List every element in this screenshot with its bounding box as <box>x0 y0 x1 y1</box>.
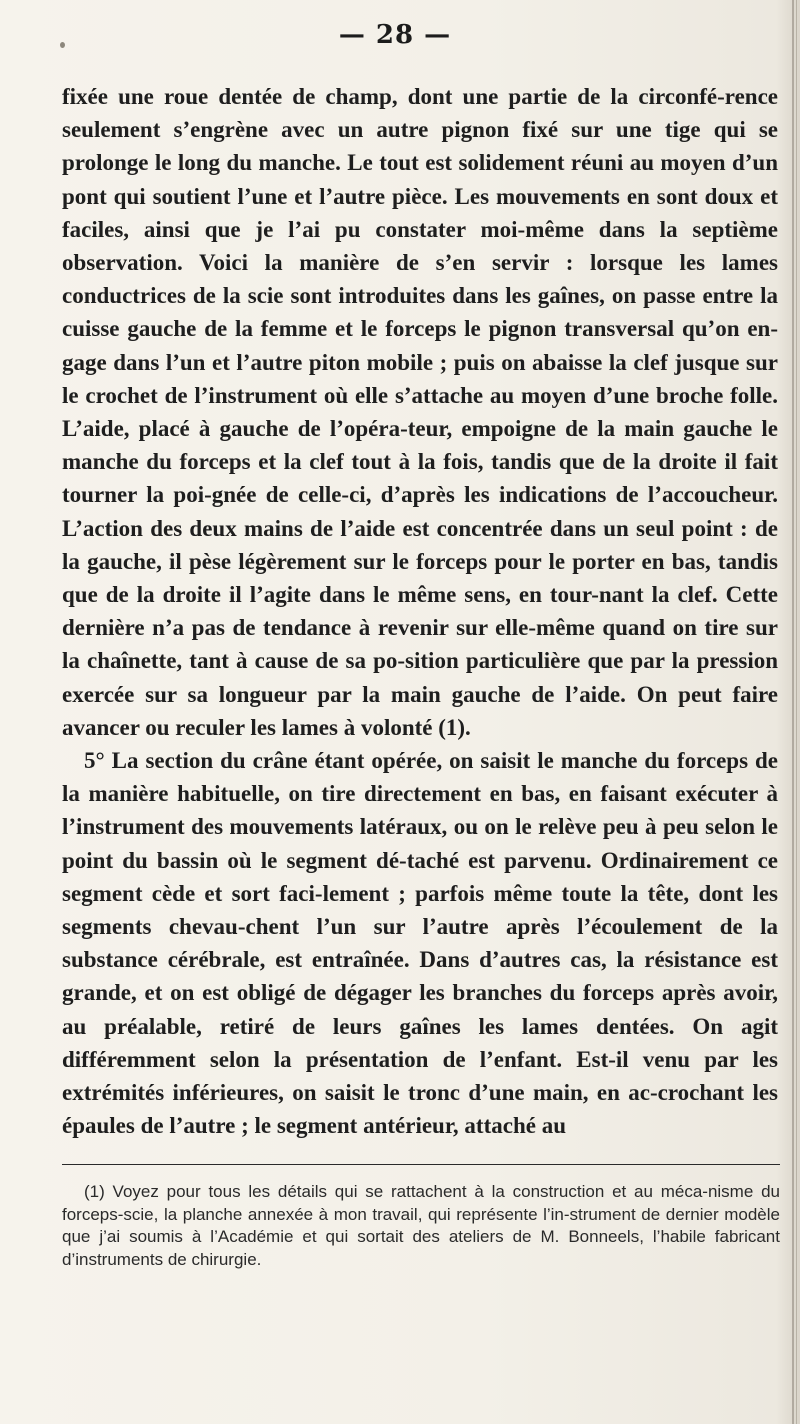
page-number: — 28 — <box>338 20 452 50</box>
footnote: (1) Voyez pour tous les détails qui se rattachent à la construction et au méca-nisme du forceps-scie, la planche annexée à mon travail, qui représente l’in-strument de dernier modèle que j’ai soumis à l’Académie et qui sortait des ateliers de M. Bonneels, l’habile fabricant d’instruments de chirurgie. <box>62 1182 780 1269</box>
paragraph-2: 5° La section du crâne étant opérée, on saisit le manche du forceps de la manière habituelle, on tire directement en bas, en faisant exécuter à l’instrument des mouvements latéraux, ou on le relève peu à peu selon le point du bassin où le segment dé-taché est parvenu. Ordinairement ce segment cède et sort faci-lement ; parfois même toute la tête, dont les segments chevau-chent l’un sur l’autre après l’écoulement de la substance cérébrale, est entraînée. Dans d’autres cas, la résistance est grande, et on est obligé de dégager les branches du forceps après avoir, au préalable, retiré de leurs gaînes les lames dentées. On agit différemment selon la présentation de l’enfant. Est-il venu par les extrémités inférieures, on saisit le tronc d’une main, en ac-crochant les épaules de l’autre ; le segment antérieur, attaché au <box>62 748 778 1139</box>
page-edge-shadow <box>792 0 794 1424</box>
page-edge-line <box>796 0 797 1424</box>
paragraph-1: fixée une roue dentée de champ, dont une partie de la circonfé-rence seulement s’engrène avec un autre pignon fixé sur une tige qui se prolonge le long du manche. Le tout est solidement réuni au moyen d’un pont qui soutient l’une et l’autre pièce. Les mouvements en sont doux et faciles, ainsi que je l’ai pu constater moi-même dans la septième observation. Voici la manière de s’en servir : lorsque les lames conductrices de la scie sont introduites dans les gaînes, on passe entre la cuisse gauche de la femme et le forceps le pignon transversal qu’on en-gage dans l’un et l’autre piton mobile ; puis on abaisse la clef jusque sur le crochet de l’instrument où elle s’attache au moyen d’une broche folle. L’aide, placé à gauche de l’opéra-teur, empoigne de la main gauche le manche du forceps et la clef tout à la fois, tandis que de la droite il fait tourner la poi-gnée de celle-ci, d’après les indications de l’accoucheur. L’action des deux mains de l’aide est concentrée dans un seul point : de la gauche, il pèse légèrement sur le forceps pour le porter en bas, tandis que de la droite il l’agite dans le même sens, en tour-nant la clef. Cette dernière n’a pas de tendance à revenir sur elle-même quand on tire sur la chaînette, tant à cause de sa po-sition particulière que par la pression exercée sur sa longueur par la main gauche de l’aide. On peut faire avancer ou reculer les lames à volonté (1). <box>62 84 778 740</box>
main-text <box>62 80 778 1143</box>
footnote-separator <box>62 1164 780 1165</box>
